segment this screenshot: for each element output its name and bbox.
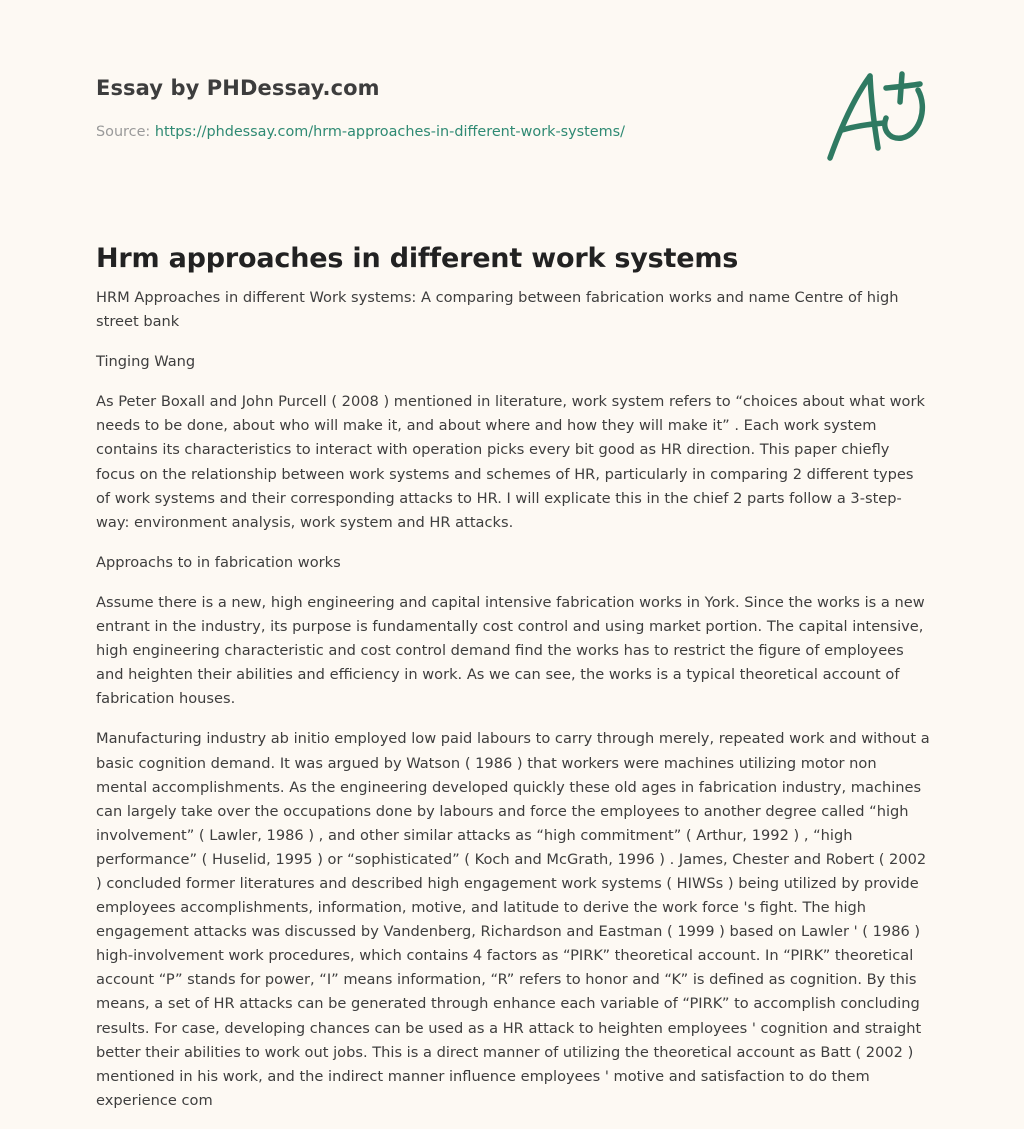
- source-line: [96, 124, 625, 140]
- a-plus-grade-icon: [824, 68, 928, 164]
- essay-subtitle: HRM Approaches in different Work systems: A comparing between fabrication works and name Centre of high street bank: [96, 289, 899, 331]
- source-label: Source:: [96, 124, 151, 140]
- section-heading: Approachs to in fabrication works: [96, 553, 341, 571]
- source-link[interactable]: https://phdessay.com/hrm-approaches-in-different-work-systems/: [154, 124, 626, 140]
- essay-content: [96, 286, 930, 1129]
- essay-author: Tinging Wang: [96, 353, 196, 371]
- essay-paragraph: Assume there is a new, high engineering and capital intensive fabrication works in York. Since the works is a new entrant in the industry, its purpose is fundamentally cost control and using market portion. The capital intensive, high engineering characteristic and cost control demand find the works has to restrict the figure of employees and heighten their abilities and efficiency in work. As we can see, the works is a typical theoretical account of fabrication houses.: [96, 593, 925, 708]
- essay-paragraph: As Peter Boxall and John Purcell ( 2008 ) mentioned in literature, work system refers to “choices about what work needs to be done, about who will make it, and about where and how they will make it” . Each work system contains its characteristics to interact with operation picks every bit good as HR direction. This paper chiefly focus on the relationship between work systems and schemes of HR, particularly in comparing 2 different types of work systems and their corresponding attacks to HR. I will explicate this in the chief 2 parts follow a 3-step-way: environment analysis, work system and HR attacks.: [96, 393, 925, 531]
- essay-paragraph: Manufacturing industry ab initio employed low paid labours to carry through merely, repeated work and without a basic cognition demand. It was argued by Watson ( 1986 ) that workers were machines utilizing motor non mental accomplishments. As the engineering developed quickly these old ages in fabrication industry, machines can largely take over the occupations done by labours and force the employees to another degree called “high involvement” ( Lawler, 1986 ) , and other similar attacks as “high commitment” ( Arthur, 1992 ) , “high performance” ( Huselid, 1995 ) or “sophisticated” ( Koch and McGrath, 1996 ) . James, Chester and Robert ( 2002 ) concluded former literatures and described high engagement work systems ( HIWSs ) being utilized by provide employees accomplishments, information, motive, and latitude to derive the work force 's fight. The high engagement attacks was discussed by Vandenberg, Richardson and Eastman ( 1999 ) based on Lawler ' ( 1986 ) high-involvement work procedures, which contains 4 factors as “PIRK” theoretical account. In “PIRK” theoretical account “P” stands for power, “I” means information, “R” refers to honor and “K” is defined as cognition. By this means, a set of HR attacks can be generated through enhance each variable of “PIRK” to accomplish concluding results. For case, developing chances can be used as a HR attack to heighten employees ' cognition and straight better their abilities to work out jobs. This is a direct manner of utilizing the theoretical account as Batt ( 2002 ) mentioned in his work, and the indirect manner influence employees ' motive and satisfaction to do them experience com: [96, 730, 930, 1109]
- document-title: Hrm approaches in different work systems: [96, 243, 739, 275]
- site-title: Essay by PHDessay.com: [96, 76, 380, 100]
